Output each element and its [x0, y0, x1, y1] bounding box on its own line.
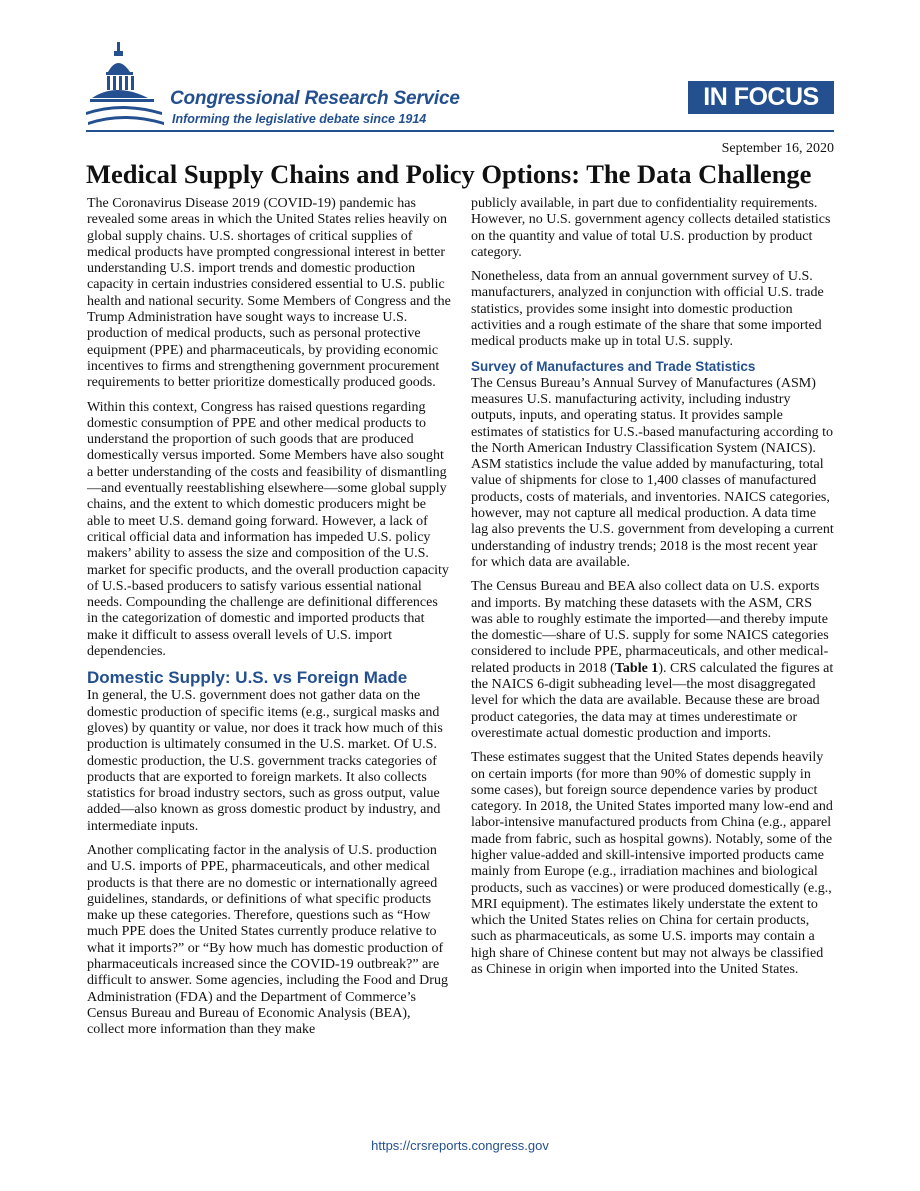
capitol-dome-icon [86, 42, 166, 130]
paragraph-confidentiality: publicly available, in part due to confidentiality requirements. However, no U.S. government agency collects detailed statistics on the quantity and value of total U.S. production by product category. [471, 196, 831, 260]
trade-matching-text-b: ). CRS calculated the figures at the NAICS 6-digit subheading level—the most disaggregated level for which the data are available. Because these are broad product categories, the data may at times underestimate or overestimate actual domestic production and imports. [471, 660, 834, 741]
trade-matching-text-a: The Census Bureau and BEA also collect data on U.S. exports and imports. By matching these datasets with the ASM, CRS was able to roughly estimate the imported—and thereby impute the domestic—share of U.S. supply for some NAICS categories considered to include PPE, pharmaceuticals, and other medical-related products in 2018 ( [471, 579, 829, 676]
page-title: Medical Supply Chains and Policy Options: The Data Challenge [86, 159, 812, 189]
left-column [87, 196, 451, 1047]
in-focus-badge: IN FOCUS [688, 81, 834, 114]
paragraph-survey-insight: Nonetheless, data from an annual government survey of U.S. manufacturers, analyzed in conjunction with official U.S. trade statistics, provides some insight into domestic production activities and a rough estimate of the share that some imported medical products make up in total U.S. supply. [471, 269, 824, 350]
heading-domestic-supply: Domestic Supply: U.S. vs Foreign Made [87, 668, 408, 688]
footer-link[interactable]: https://crsreports.congress.gov [371, 1138, 549, 1153]
right-column [471, 196, 835, 986]
paragraph-intro: The Coronavirus Disease 2019 (COVID-19) pandemic has revealed some areas in which the United States relies heavily on global supply chains. U.S. shortages of critical supplies of medical products have prompted congressional interest in better understanding U.S. import trends and domestic production capacity in certain industries considered essential to U.S. public health and national security. Some Members of Congress and the Trump Administration have sought ways to increase U.S. production of medical products, such as personal protective equipment (PPE) and pharmaceuticals, by providing economic incentives to firms and strengthening government procurement requirements to better prioritize domestically produced goods. [87, 196, 451, 391]
heading-survey-trade: Survey of Manufactures and Trade Statistics [471, 358, 756, 374]
paragraph-estimates: These estimates suggest that the United States depends heavily on certain imports (for more than 90% of domestic supply in some cases), but foreign source dependence varies by product category. In 2018, the United States imported many low-end and labor-intensive manufactured products from China (e.g., apparel made from fabric, such as hospital gowns). Notably, some of the higher value-added and skill-intensive imported products came mainly from Europe (e.g., irradiation machines and biological products, such as vaccines) or were produced domestically (e.g., MRI equipment). The estimates likely understate the extent to which the United States relies on China for certain products, such as pharmaceuticals, as some U.S. imports may contain a high share of Chinese content but may not always be classified as Chinese in origin when imported into the United States. [471, 750, 833, 978]
paragraph-trade-matching [471, 579, 835, 742]
paragraph-asm: The Census Bureau’s Annual Survey of Manufactures (ASM) measures U.S. manufacturing activity, including industry outputs, inputs, and operating status. It provides sample estimates of statistics for U.S.-based manufacturing according to the North American Industry Classification System (NAICS). ASM statistics include the value added by manufacturing, total value of shipments for close to 1,400 classes of manufactured products, costs of materials, and inventories. NAICS categories, however, may not capture all medical production. A data time lag also prevents the U.S. government from developing a current understanding of industry trends; 2018 is the most recent year for which data are available. [471, 375, 834, 570]
paragraph-context: Within this context, Congress has raised questions regarding domestic consumption of PPE and other medical products to understand the proportion of such goods that are produced domestically versus imported. Some Members have also sought a better understanding of the costs and feasibility of dismantling—and eventually reestablishing elsewhere—some global supply chains, and the extent to which domestic producers might be able to meet U.S. demand going forward. However, a lack of critical official data and information has impeded U.S. policy makers’ ability to assess the size and composition of the U.S. market for specific products, and the overall production capacity of U.S.-based producers to satisfy various essential national needs. Compounding the challenge are definitional differences in the categorization of domestic and imported products that make it difficult to assess overall levels of U.S. import dependencies. [87, 399, 449, 660]
paragraph-domestic-data: In general, the U.S. government does not gather data on the domestic production of specific items (e.g., surgical masks and gloves) by quantity or value, nor does it track how much of this production is ultimately consumed in the U.S. market. Of U.S. domestic production, the U.S. government tracks categories of products that are exported to foreign markets. It also collects statistics for broad industry sectors, such as gross output, value added—also known as gross domestic product by industry, and intermediate inputs. [87, 688, 443, 834]
org-name: Congressional Research Service [170, 88, 460, 109]
paragraph-complicating-factor: Another complicating factor in the analysis of U.S. production and U.S. imports of PPE, pharmaceuticals, and other medical products is that there are no domestic or internationally agreed guidelines, standards, or definitions of what specific products make up these categories. Therefore, questions such as “How much PPE does the United States currently produce relative to what it imports?” or “By how much has domestic production of pharmaceuticals increased since the COVID-19 outbreak?” are difficult to answer. Some agencies, including the Food and Drug Administration (FDA) and the Department of Commerce’s Census Bureau and Bureau of Economic Analysis (BEA), collect more information than they make [87, 842, 448, 1038]
publication-date: September 16, 2020 [721, 141, 834, 156]
header-rule [86, 130, 834, 132]
table-1-reference[interactable]: Table 1 [614, 660, 659, 676]
crs-logo [86, 42, 506, 130]
org-tagline: Informing the legislative debate since 1914 [172, 112, 427, 126]
